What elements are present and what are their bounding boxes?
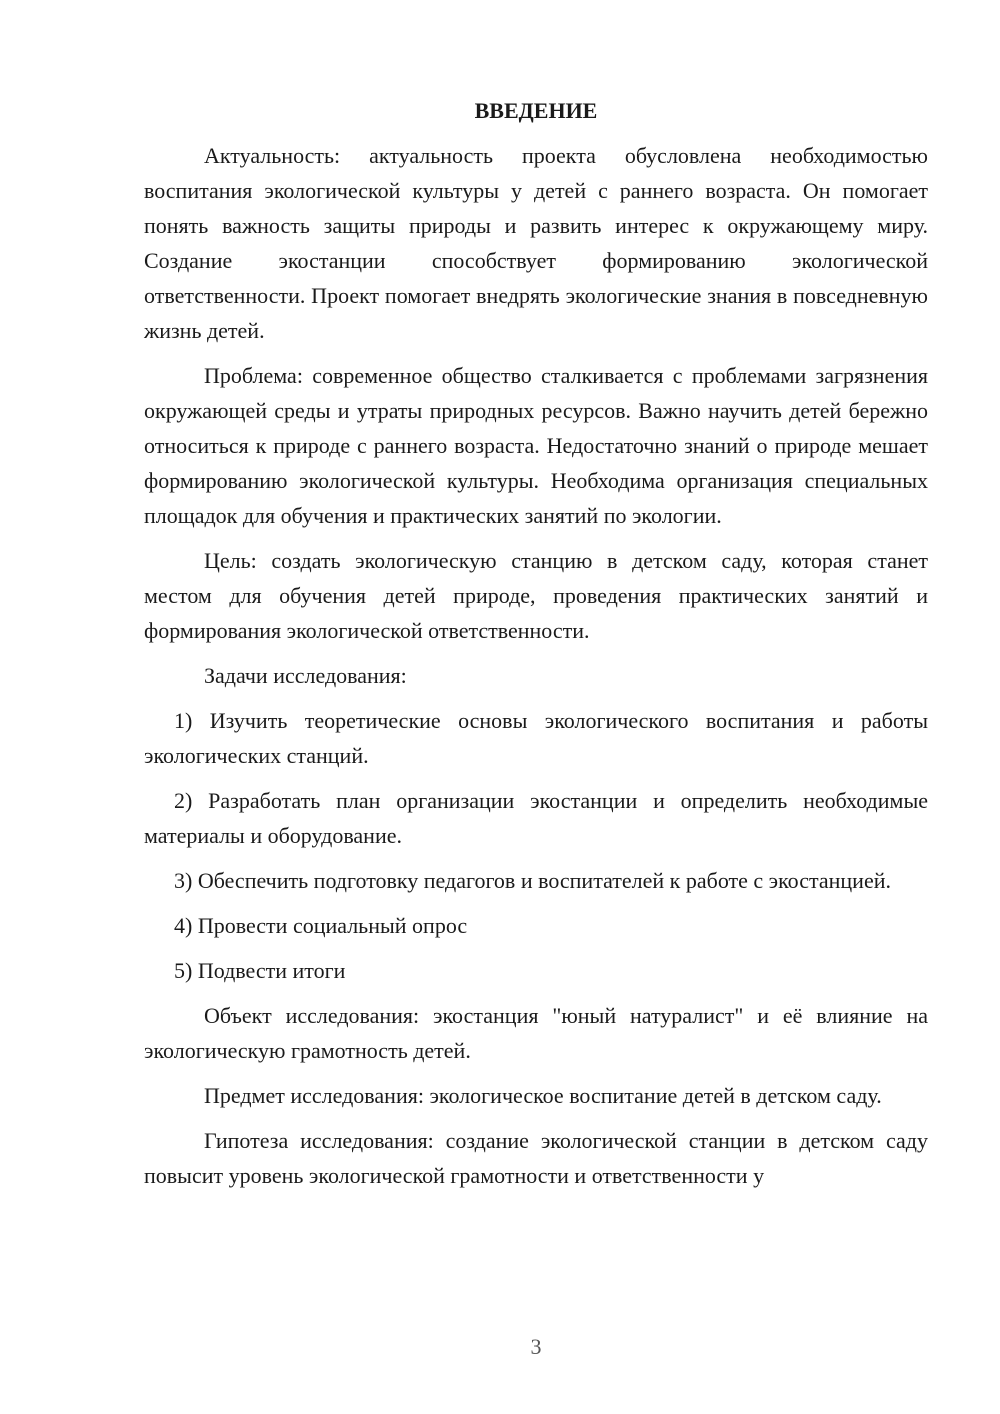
paragraph-goal: Цель: создать экологическую станцию в детском саду, которая станет местом для обучения детей природе, проведения практических занятий и формирования экологической ответственности. <box>144 548 928 643</box>
paragraph-object: Объект исследования: экостанция "юный натуралист" и её влияние на экологическую грамотность детей. <box>144 1003 928 1063</box>
task-item-4: 4) Провести социальный опрос <box>174 913 468 938</box>
task-item-1: 1) Изучить теоретические основы экологического воспитания и работы экологических станций. <box>144 708 928 768</box>
task-item-3: 3) Обеспечить подготовку педагогов и воспитателей к работе с экостанцией. <box>174 868 891 893</box>
page-title: ВВЕДЕНИЕ <box>474 98 598 123</box>
paragraph-hypothesis: Гипотеза исследования: создание экологической станции в детском саду повысит уровень экологической грамотности и ответственности у <box>144 1128 928 1188</box>
page-number: 3 <box>530 1334 542 1359</box>
paragraph-problem: Проблема: современное общество сталкивается с проблемами загрязнения окружающей среды и утраты природных ресурсов. Важно научить детей бережно относиться к природе с раннего возраста. Недостаточно знаний о природе мешает формированию экологической культуры. Необходима организация специальных площадок для обучения и практических занятий по экологии. <box>144 363 928 528</box>
paragraph-relevance: Актуальность: актуальность проекта обусловлена необходимостью воспитания экологической культуры у детей с раннего возраста. Он помогает понять важность защиты природы и развить интерес к окружающему миру. Создание экостанции способствует формированию экологической ответственности. Проект помогает внедрять экологические знания в повседневную жизнь детей. <box>144 143 928 343</box>
task-item-5: 5) Подвести итоги <box>174 958 346 983</box>
paragraph-subject: Предмет исследования: экологическое воспитание детей в детском саду. <box>204 1083 882 1108</box>
task-item-2: 2) Разработать план организации экостанции и определить необходимые материалы и оборудование. <box>144 788 928 848</box>
paragraph-tasks-heading: Задачи исследования: <box>204 663 407 688</box>
page-content <box>144 96 928 1203</box>
